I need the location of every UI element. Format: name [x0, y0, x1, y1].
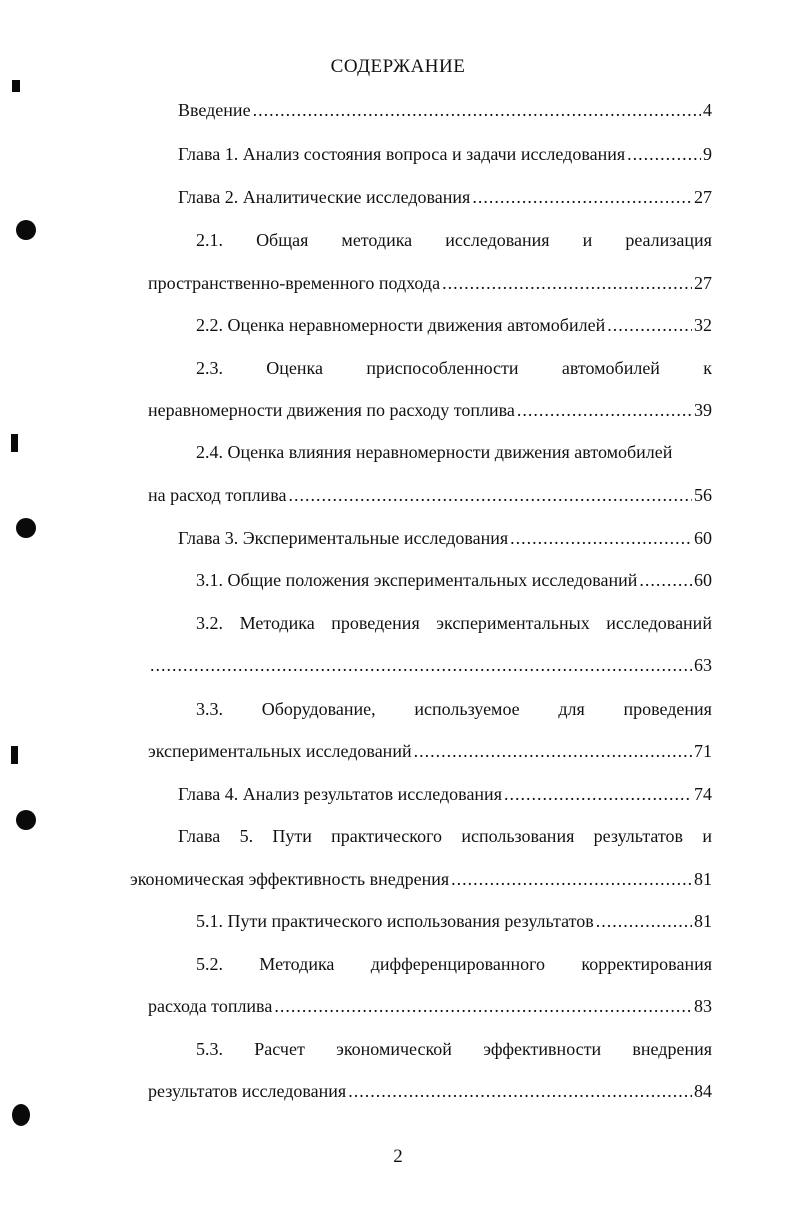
toc-word: проведения — [331, 613, 420, 633]
toc-word: и — [582, 230, 593, 250]
toc-entry-section-5-3-cont — [148, 1079, 712, 1103]
toc-entry-text: экономическая эффективность внедрения — [130, 869, 450, 889]
toc-word: проведения — [623, 699, 712, 719]
toc-word: 2.1. — [196, 230, 223, 250]
toc-word: исследований — [606, 613, 712, 633]
toc-page-number: 27 — [694, 273, 712, 293]
toc-entry-section-2-3 — [196, 356, 712, 380]
toc-entry-section-2-4-cont — [148, 483, 712, 507]
toc-entry-section-5-1 — [196, 909, 712, 933]
toc-entry-section-5-3 — [196, 1037, 712, 1061]
toc-entry-text: расхода топлива — [148, 996, 273, 1016]
toc-word: Оборудование, — [261, 699, 376, 719]
toc-entry-text: Глава 4. Анализ результатов исследования — [178, 784, 502, 804]
toc-word: методика — [341, 230, 413, 250]
toc-word: 3.3. — [196, 699, 223, 719]
toc-entry-section-2-3-cont — [148, 398, 712, 422]
toc-entry-section-3-1 — [196, 568, 712, 592]
toc-page-number: 9 — [703, 144, 712, 164]
toc-word: эффективности — [483, 1039, 602, 1059]
toc-word: исследования — [445, 230, 550, 250]
toc-entry-chapter-3 — [178, 526, 712, 550]
toc-entry-section-2-1-cont — [148, 271, 712, 295]
toc-word: автомобилей — [561, 358, 660, 378]
dot-leader — [637, 568, 692, 592]
toc-entry-section-3-2 — [196, 611, 712, 635]
toc-word: 2.3. — [196, 358, 223, 378]
dot-leader — [251, 98, 701, 122]
toc-entry-chapter-4 — [178, 782, 712, 806]
dot-leader — [470, 185, 692, 209]
toc-entry-chapter-1 — [178, 142, 712, 166]
toc-entry-chapter-2 — [178, 185, 712, 209]
toc-word: Методика — [239, 613, 315, 633]
dot-leader — [272, 994, 692, 1018]
toc-word: экономической — [336, 1039, 452, 1059]
toc-page-number: 83 — [694, 996, 712, 1016]
toc-word: использования — [461, 826, 575, 846]
dot-leader — [148, 653, 692, 677]
toc-word: используемое — [414, 699, 520, 719]
toc-entry-text: экспериментальных исследований — [148, 741, 412, 761]
toc-word: к — [703, 358, 712, 378]
toc-entry-text: Глава 1. Анализ состояния вопроса и задачи исследования — [178, 144, 626, 164]
toc-word: Оценка — [266, 358, 324, 378]
toc-page-number: 32 — [694, 315, 712, 335]
toc-word: экспериментальных — [436, 613, 590, 633]
toc-page-number: 84 — [694, 1081, 712, 1101]
toc-entry-section-2-1 — [196, 228, 712, 252]
toc-word: практического — [331, 826, 443, 846]
toc-entry-chapter-5 — [178, 824, 712, 848]
toc-entry-section-3-3-cont — [148, 739, 712, 763]
dot-leader — [508, 526, 692, 550]
toc-word: Расчет — [254, 1039, 305, 1059]
toc-word: приспособленности — [366, 358, 519, 378]
dot-leader — [625, 142, 701, 166]
toc-entry-text: 5.1. Пути практического использования результатов — [196, 911, 594, 931]
dot-leader — [515, 398, 692, 422]
toc-entry-text: 2.2. Оценка неравномерности движения автомобилей — [196, 315, 606, 335]
toc-entry-text: пространственно-временного подхода — [148, 273, 441, 293]
toc-entry-intro — [178, 98, 712, 122]
toc-page-number: 60 — [694, 528, 712, 548]
toc-entry-section-5-2 — [196, 952, 712, 976]
toc-entry-section-5-2-cont — [148, 994, 712, 1018]
toc-page-number: 60 — [694, 570, 712, 590]
toc-entry-text: неравномерности движения по расходу топлива — [148, 400, 515, 420]
dot-leader — [286, 483, 692, 507]
toc-entry-chapter-5-cont — [130, 867, 712, 891]
toc-word: Глава — [178, 826, 221, 846]
toc-entry-section-3-3 — [196, 697, 712, 721]
toc-entry-text: результатов исследования — [148, 1081, 347, 1101]
toc-word: и — [702, 826, 712, 846]
toc-page-number: 4 — [703, 100, 712, 120]
dot-leader — [440, 271, 692, 295]
toc-entry-text: Глава 2. Аналитические исследования — [178, 187, 471, 207]
toc-page-number: 56 — [694, 485, 712, 505]
dot-leader — [412, 739, 692, 763]
toc-word: 5. — [239, 826, 254, 846]
toc-entry-text: Глава 3. Экспериментальные исследования — [178, 528, 509, 548]
toc-word: реализация — [625, 230, 712, 250]
toc-page-number: 81 — [694, 869, 712, 889]
toc-entry-text: на расход топлива — [148, 485, 287, 505]
dot-leader — [605, 313, 692, 337]
toc-page-number: 71 — [694, 741, 712, 761]
toc-entry-section-2-4 — [196, 440, 712, 464]
dot-leader — [346, 1079, 692, 1103]
toc-page-number: 81 — [694, 911, 712, 931]
toc-page-number: 74 — [694, 784, 712, 804]
toc-word: дифференцированного — [370, 954, 546, 974]
toc-word: результатов — [593, 826, 684, 846]
toc-word: 5.2. — [196, 954, 223, 974]
toc-page-number: 63 — [694, 655, 712, 675]
toc-word: Пути — [272, 826, 312, 846]
toc-word: 3.2. — [196, 613, 223, 633]
page-title: СОДЕРЖАНИЕ — [330, 56, 466, 77]
toc-word: внедрения — [632, 1039, 712, 1059]
toc-entry-section-2-2 — [196, 313, 712, 337]
toc-entry-text: 3.1. Общие положения экспериментальных исследований — [196, 570, 638, 590]
toc-word: 5.3. — [196, 1039, 223, 1059]
page-number: 2 — [393, 1146, 403, 1167]
toc-page-number: 27 — [694, 187, 712, 207]
toc-entry-section-3-2-cont — [148, 653, 712, 677]
dot-leader — [502, 782, 692, 806]
dot-leader — [449, 867, 692, 891]
toc-page-number: 39 — [694, 400, 712, 420]
toc-word: для — [558, 699, 585, 719]
toc-word: Методика — [259, 954, 335, 974]
toc-word: корректирования — [581, 954, 712, 974]
dot-leader — [594, 909, 692, 933]
toc-entry-text: Введение — [178, 100, 251, 120]
toc-word: Общая — [256, 230, 309, 250]
toc-entry-text: 2.4. Оценка влияния неравномерности движения автомобилей — [196, 442, 673, 462]
